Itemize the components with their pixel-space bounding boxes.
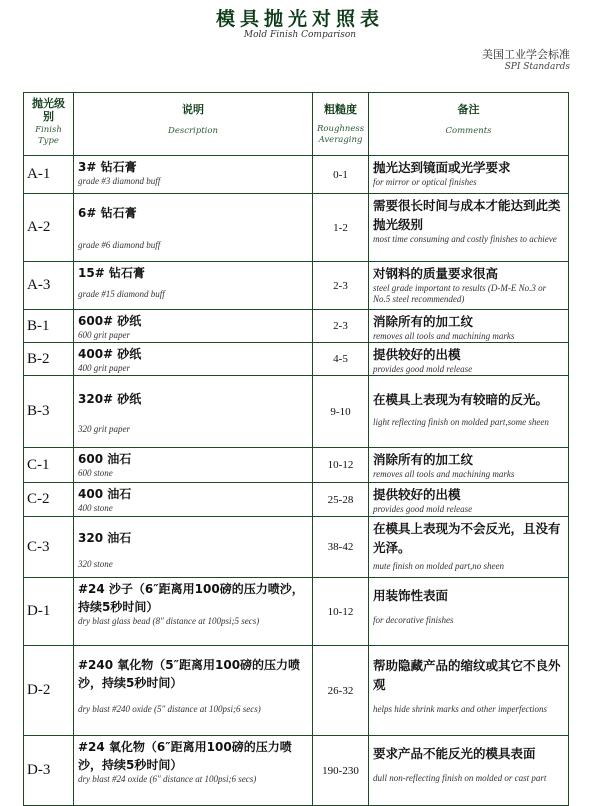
finish-table <box>23 92 569 806</box>
table-row <box>24 194 569 262</box>
comment-cell <box>369 646 569 736</box>
roughness-value: 9-10 <box>313 376 369 448</box>
description-cell <box>74 517 313 578</box>
description-cell <box>74 194 313 262</box>
table-row <box>24 578 569 646</box>
description-cell <box>74 376 313 448</box>
roughness-value: 4-5 <box>313 343 369 376</box>
finish-code: B-1 <box>24 310 74 343</box>
description-cell <box>74 448 313 483</box>
table-row <box>24 343 569 376</box>
table-row <box>24 448 569 483</box>
comment-cell <box>369 483 569 517</box>
comment-en: dull non-reflecting finish on molded or cast part <box>373 773 547 783</box>
col-header-type-cn: 抛光级别 <box>32 97 65 123</box>
col-header-type <box>24 93 74 156</box>
description-en: grade #6 diamond buff <box>78 240 161 250</box>
comment-cell <box>369 517 569 578</box>
finish-code: C-3 <box>24 517 74 578</box>
col-header-comm-en: Comments <box>445 126 492 136</box>
col-header-comm-cn: 备注 <box>457 103 480 116</box>
comment-cell <box>369 578 569 646</box>
comment-cell <box>369 156 569 194</box>
description-cn: 15# 钻石膏 <box>78 266 145 280</box>
table-row <box>24 736 569 806</box>
table-row <box>24 376 569 448</box>
roughness-value: 1-2 <box>313 194 369 262</box>
comment-en: light reflecting finish on molded part,some sheen <box>373 417 549 427</box>
roughness-value: 2-3 <box>313 262 369 310</box>
comment-en: for mirror or optical finishes <box>373 177 477 187</box>
page-title: 模具抛光对照表 <box>215 8 384 30</box>
col-header-rough-cn: 粗糙度 <box>324 103 357 116</box>
roughness-value: 0-1 <box>313 156 369 194</box>
description-cell <box>74 646 313 736</box>
table-row <box>24 483 569 517</box>
comment-cn: 用装饰性表面 <box>373 588 449 603</box>
description-cell <box>74 156 313 194</box>
description-en: 400 grit paper <box>78 363 131 373</box>
roughness-value: 25-28 <box>313 483 369 517</box>
description-cn: 320# 砂纸 <box>78 392 142 406</box>
table-row <box>24 517 569 578</box>
description-cn: 6# 钻石膏 <box>78 206 137 220</box>
comment-en: steel grade important to results (D-M-E No.3 or No.5 steel recommended) <box>373 283 547 304</box>
comment-en: removes all tools and machining marks <box>373 469 515 479</box>
finish-code: B-2 <box>24 343 74 376</box>
finish-code: A-3 <box>24 262 74 310</box>
roughness-value: 10-12 <box>313 578 369 646</box>
roughness-value: 10-12 <box>313 448 369 483</box>
comment-cn: 提供较好的出模 <box>373 487 461 502</box>
description-en: 320 grit paper <box>78 424 131 434</box>
description-cell <box>74 262 313 310</box>
description-cn: 400 油石 <box>78 487 132 501</box>
comment-cn: 消除所有的加工纹 <box>373 452 474 467</box>
col-header-desc-en: Description <box>168 126 218 136</box>
description-en: grade #15 diamond buff <box>78 289 165 299</box>
roughness-value: 2-3 <box>313 310 369 343</box>
description-cell <box>74 343 313 376</box>
comment-en: most time consuming and costly finishes to achieve <box>373 234 557 244</box>
description-cn: 400# 砂纸 <box>78 347 142 361</box>
description-cell <box>74 736 313 806</box>
description-en: 600 grit paper <box>78 330 131 340</box>
description-cn: 600# 砂纸 <box>78 314 142 328</box>
description-cn: #24 氧化物（6″距离用100磅的压力喷沙，持续5秒时间） <box>78 740 292 772</box>
standard-label-en: SPI Standards <box>504 62 570 72</box>
comment-en: mute finish on molded part,no sheen <box>373 561 504 571</box>
finish-code: D-1 <box>24 578 74 646</box>
comment-cn: 需要很长时间与成本才能达到此类抛光级别 <box>373 198 561 232</box>
col-header-rough-en: Roughness Averaging <box>317 124 365 145</box>
comment-cn: 在模具上表现为有较暗的反光。 <box>373 392 549 407</box>
col-header-desc-cn: 说明 <box>182 103 204 116</box>
comment-en: helps hide shrink marks and other imperfections <box>373 704 547 714</box>
col-header-rough <box>313 93 369 156</box>
finish-code: B-3 <box>24 376 74 448</box>
description-cell <box>74 310 313 343</box>
table-row <box>24 156 569 194</box>
finish-code: D-3 <box>24 736 74 806</box>
description-cn: #240 氧化物（5″距离用100磅的压力喷沙，持续5秒时间） <box>78 658 301 690</box>
col-header-comm <box>369 93 569 156</box>
comment-cn: 提供较好的出模 <box>373 347 461 362</box>
description-cell <box>74 483 313 517</box>
table-row <box>24 310 569 343</box>
comment-en: for decorative finishes <box>373 615 454 625</box>
table-row <box>24 646 569 736</box>
standard-label-cn: 美国工业学会标准 <box>482 48 570 61</box>
col-header-type-en: Finish Type <box>35 125 62 146</box>
description-en: dry blast glass bead (8″ distance at 100psi;5 secs) <box>78 616 260 626</box>
description-cell <box>74 578 313 646</box>
comment-cell <box>369 310 569 343</box>
comment-cell <box>369 376 569 448</box>
finish-code: A-2 <box>24 194 74 262</box>
finish-code: C-2 <box>24 483 74 517</box>
comment-cell <box>369 343 569 376</box>
finish-code: C-1 <box>24 448 74 483</box>
description-cn: 3# 钻石膏 <box>78 160 137 174</box>
description-cn: 600 油石 <box>78 452 132 466</box>
description-en: dry blast #24 oxide (6″ distance at 100psi;6 secs) <box>78 774 257 784</box>
comment-cn: 对钢料的质量要求很高 <box>373 266 499 281</box>
finish-code: D-2 <box>24 646 74 736</box>
comment-cn: 要求产品不能反光的模具表面 <box>373 746 536 761</box>
comment-cell <box>369 262 569 310</box>
comment-cell <box>369 194 569 262</box>
description-cn: #24 沙子（6″距离用100磅的压力喷沙，持续5秒时间） <box>78 582 304 614</box>
description-en: 600 stone <box>78 468 113 478</box>
table-row <box>24 262 569 310</box>
comment-en: provides good mold release <box>373 504 473 514</box>
roughness-value: 26-32 <box>313 646 369 736</box>
comment-cn: 抛光达到镜面或光学要求 <box>373 160 511 175</box>
page-subtitle: Mold Finish Comparison <box>243 30 357 40</box>
comment-cn: 在模具上表现为不会反光，且没有光泽。 <box>373 521 561 555</box>
description-cn: 320 油石 <box>78 531 132 545</box>
finish-code: A-1 <box>24 156 74 194</box>
comment-cell <box>369 448 569 483</box>
table-header-row <box>24 93 569 156</box>
comment-cn: 帮助隐藏产品的缩纹或其它不良外观 <box>373 658 561 692</box>
comment-cn: 消除所有的加工纹 <box>373 314 474 329</box>
roughness-value: 38-42 <box>313 517 369 578</box>
roughness-value: 190-230 <box>313 736 369 806</box>
comment-cell <box>369 736 569 806</box>
col-header-desc <box>74 93 313 156</box>
description-en: 400 stone <box>78 503 113 513</box>
description-en: 320 stone <box>78 559 113 569</box>
comment-en: provides good mold release <box>373 364 473 374</box>
comment-en: removes all tools and machining marks <box>373 331 515 341</box>
description-en: grade #3 diamond buff <box>78 176 161 186</box>
description-en: dry blast #240 oxide (5″ distance at 100psi;6 secs) <box>78 704 261 714</box>
